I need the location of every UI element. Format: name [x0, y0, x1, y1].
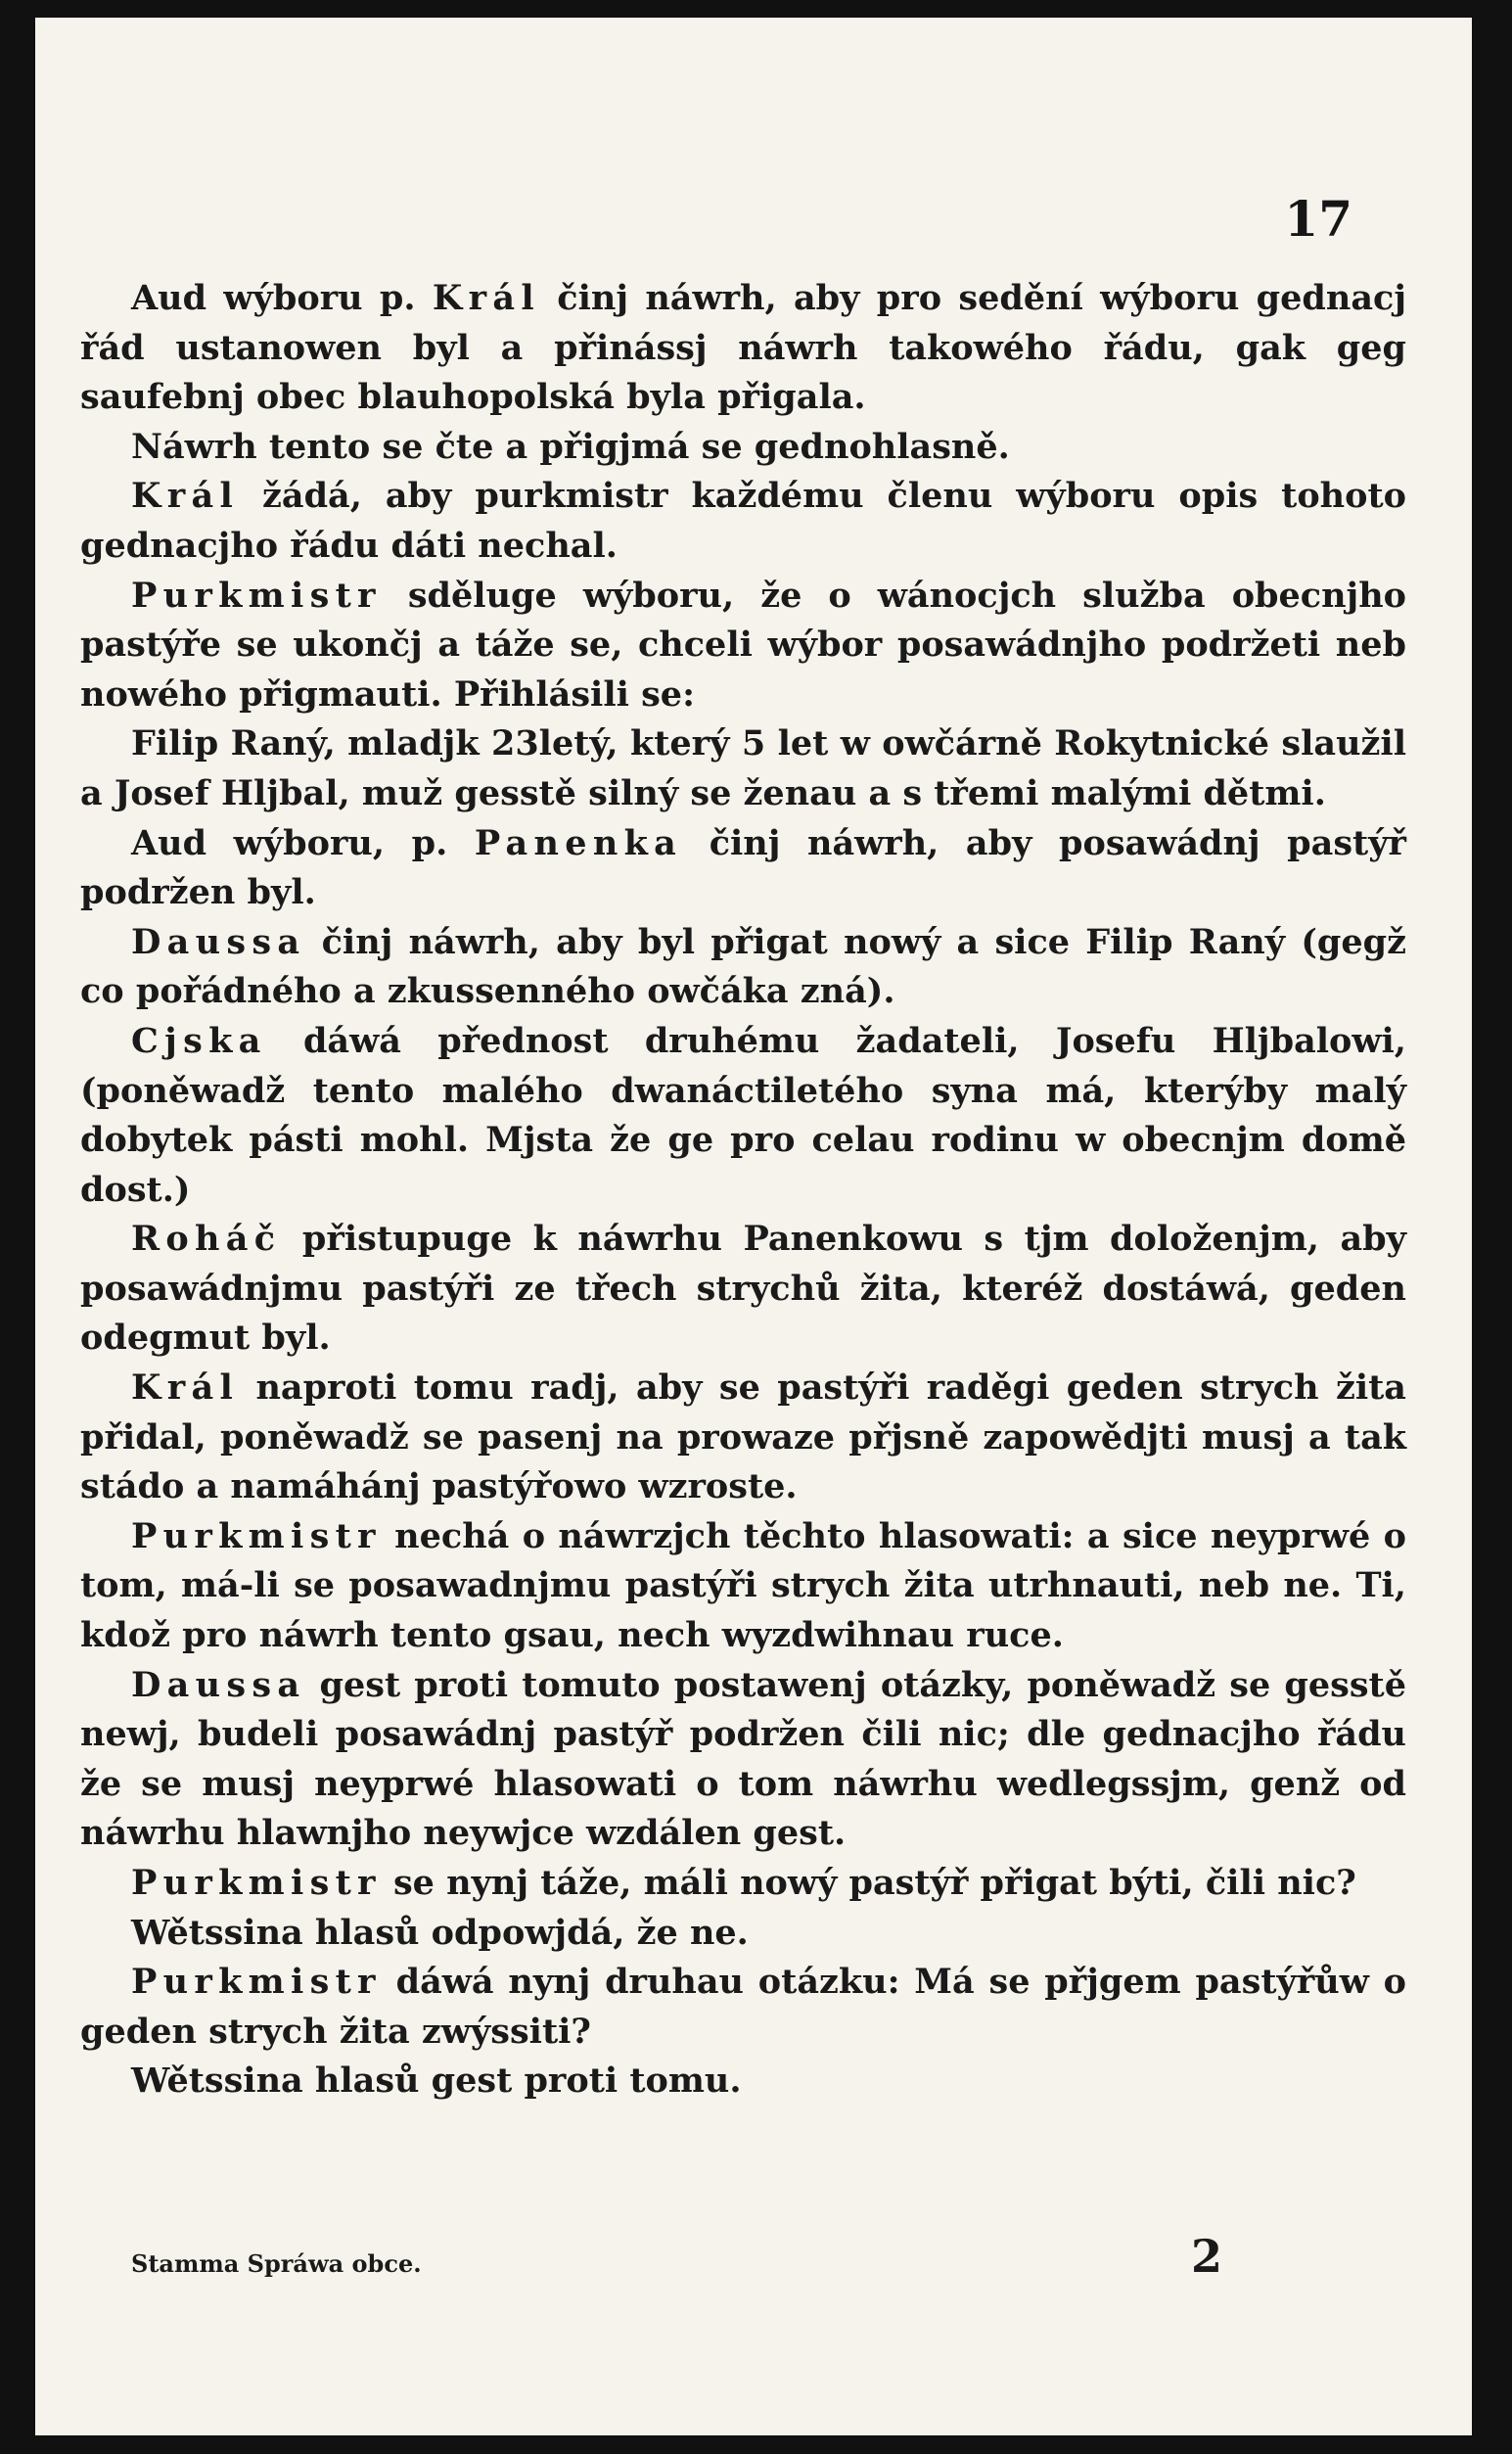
paragraph: Purkmistr se nynj táže, máli nowý pastýř přigat býti, čili nic? — [131, 1863, 1356, 1903]
page-number: 17 — [1284, 190, 1352, 248]
paragraph: Roháč přistupuge k náwrhu Panenkowu s tjm doloženjm, aby posawádnjmu pastýři ze třech strychů žita, kteréž dostáwá, geden odegmut byl. — [80, 1219, 1406, 1359]
paragraph: Daussa činj náwrh, aby byl přigat nowý a sice Filip Raný (gegž co pořádného a zkussenného owčáka zná). — [80, 921, 1406, 1012]
paragraph: Purkmistr dáwá nynj druhau otázku: Má se přjgem pastýřůw o geden strych žita zwýssiti? — [80, 1962, 1406, 2052]
paragraph: Cjska dáwá přednost druhému žadateli, Josefu Hljbalowi, (poněwadž tento malého dwanáctiletého syna má, kterýby malý dobytek pásti mohl. Mjsta že ge pro celau rodinu w obecnjm domě dost.) — [80, 1020, 1406, 1210]
book-page — [35, 18, 1472, 2435]
paragraph: Wětssina hlasů gest proti tomu. — [131, 2060, 742, 2102]
paragraph: Daussa gest proti tomuto postawenj otázky, poněwadž se gesstě newj, budeli posawádnj pastýř podržen čili nic; dle gednacjho řádu že se musj neyprwé hlasowati o tom náwrhu wedlegssjm, genž od náwrhu hlawnjho neywjce wzdálen gest. — [80, 1664, 1406, 1854]
paragraph: Filip Raný, mladjk 23letý, který 5 let w owčárně Rokytnické slaužil a Josef Hljbal, muž gesstě silný se ženau a s třemi malými dětmi. — [80, 723, 1406, 813]
body-text — [80, 274, 1406, 2107]
paragraph: Král žádá, aby purkmistr každému členu wýboru opis tohoto gednacjho řádu dáti nechal. — [80, 476, 1406, 566]
paragraph: Wětssina hlasů odpowjdá, že ne. — [131, 1912, 749, 1953]
paragraph: Náwrh tento se čte a přigjmá se gednohlasně. — [131, 426, 1010, 467]
footer-signature: Stamma Spráwa obce. — [131, 2249, 422, 2278]
paragraph: Purkmistr nechá o náwrzjch těchto hlasowati: a sice neyprwé o tom, má-li se posawadnjmu pastýři strych žita utrhnauti, neb ne. Ti, kdož pro náwrh tento gsau, nech wyzdwihnau ruce. — [80, 1515, 1406, 1656]
paragraph: Král naproti tomu radj, aby se pastýři raděgi geden strych žita přidal, poněwadž se pasenj na prowaze přjsně zapowědjti musj a tak stádo a namáhánj pastýřowo wzroste. — [80, 1367, 1406, 1507]
paragraph: Aud wýboru, p. Panenka činj náwrh, aby posawádnj pastýř podržen byl. — [80, 822, 1406, 913]
sheet-signature: 2 — [1190, 2230, 1222, 2283]
paragraph: Purkmistr sděluge wýboru, že o wánocjch služba obecnjho pastýře se ukončj a táže se, chceli wýbor posawádnjho podržeti neb nowého přigmauti. Přihlásili se: — [80, 575, 1406, 715]
paragraph: Aud wýboru p. Král činj náwrh, aby pro sedění wýboru gednacj řád ustanowen byl a přinássj náwrh takowého řádu, gak geg saufebnj obec blauhopolská byla přigala. — [80, 278, 1406, 418]
page-footer — [80, 2230, 1406, 2283]
